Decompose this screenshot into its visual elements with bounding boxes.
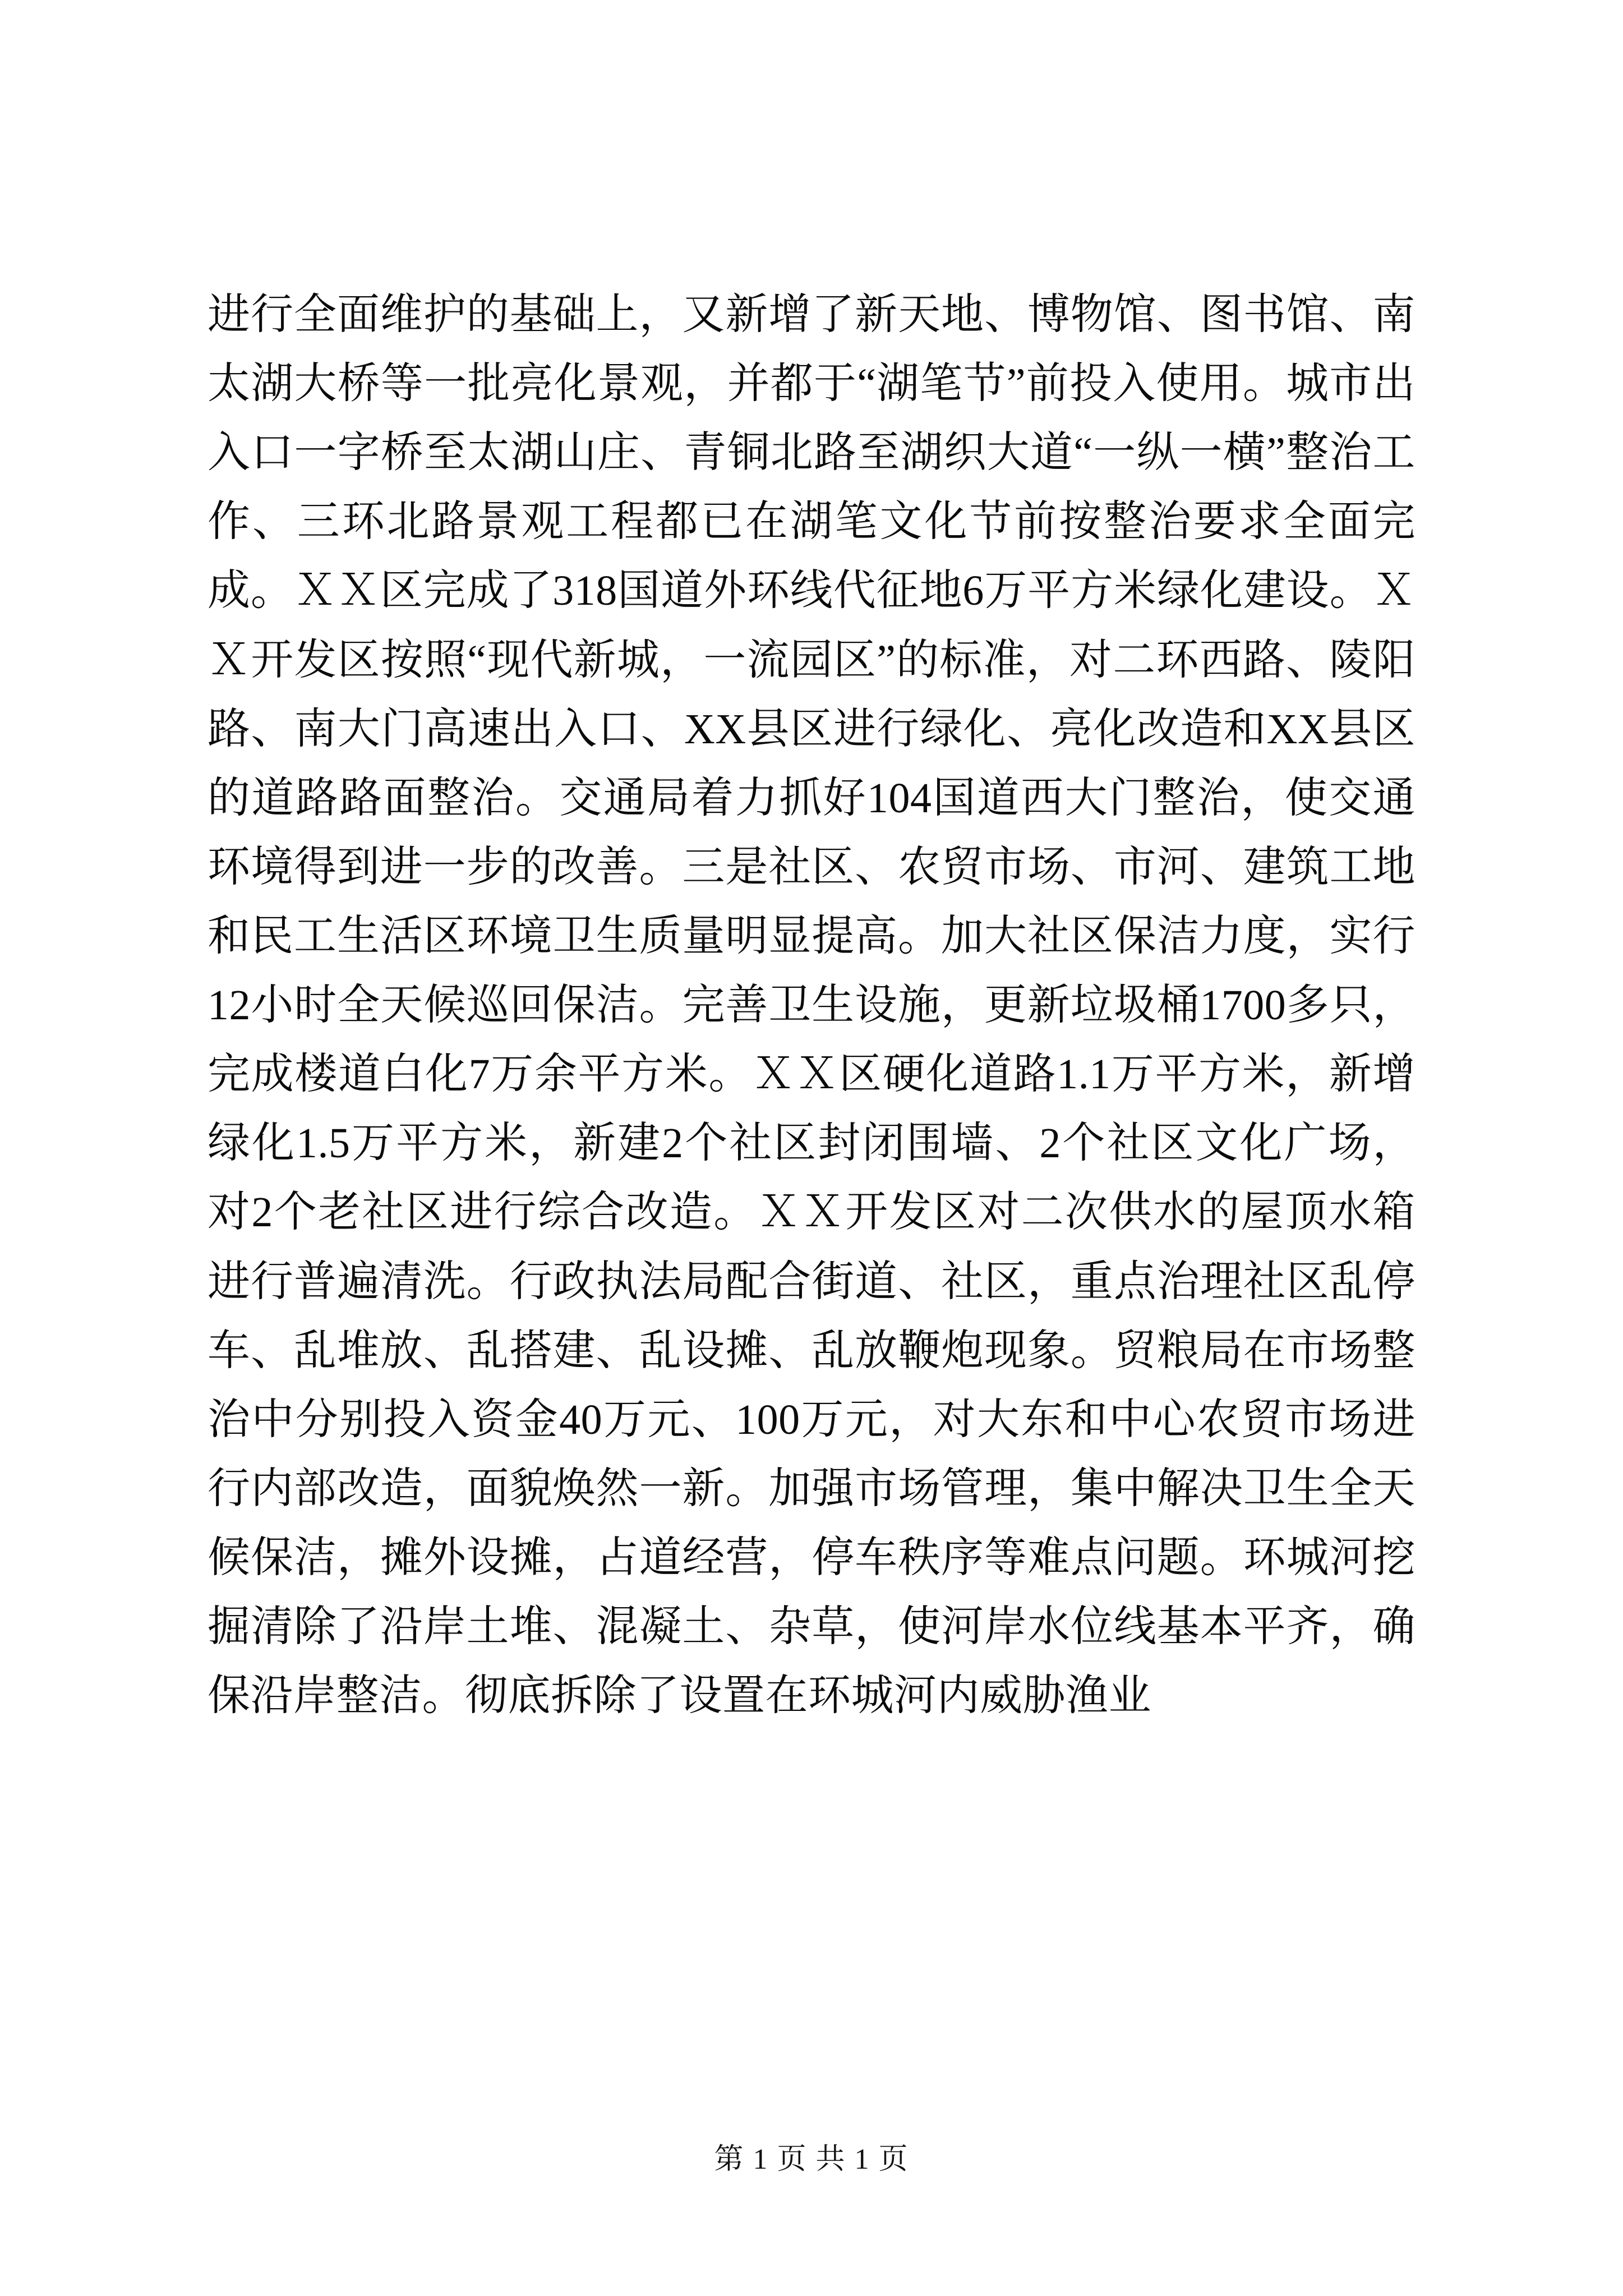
body-paragraph: 进行全面维护的基础上，又新增了新天地、博物馆、图书馆、南太湖大桥等一批亮化景观，并都于“湖笔节”前投入使用。城市出入口一字桥至太湖山庄、青铜北路至湖织大道“一纵一横”整治工作、三环北路景观工程都已在湖笔文化节前按整治要求全面完成。ＸＸ区完成了318国道外环线代征地6万平方米绿化建设。ＸＸ开发区按照“现代新城，一流园区”的标准，对二环西路、陵阳路、南大门高速出入口、XX县区进行绿化、亮化改造和XX县区的道路路面整治。交通局着力抓好104国道西大门整治，使交通环境得到进一步的改善。三是社区、农贸市场、市河、建筑工地和民工生活区环境卫生质量明显提高。加大社区保洁力度，实行12小时全天候巡回保洁。完善卫生设施，更新垃圾桶1700多只，完成楼道白化7万余平方米。ＸＸ区硬化道路1.1万平方米，新增绿化1.5万平方米，新建2个社区封闭围墙、2个社区文化广场，对2个老社区进行综合改造。ＸＸ开发区对二次供水的屋顶水箱进行普遍清洗。行政执法局配合街道、社区，重点治理社区乱停车、乱堆放、乱搭建、乱设摊、乱放鞭炮现象。贸粮局在市场整治中分别投入资金40万元、100万元，对大东和中心农贸市场进行内部改造，面貌焕然一新。加强市场管理，集中解决卫生全天候保洁，摊外设摊，占道经营，停车秩序等难点问题。环城河挖掘清除了沿岸土堆、混凝土、杂草，使河岸水位线基本平齐，确保沿岸整洁。彻底拆除了设置在环城河内威胁渔业 xyxy=(208,291,1415,1720)
page-footer: 第 1 页 共 1 页 xyxy=(714,2143,909,2175)
document-body xyxy=(208,280,1415,1731)
